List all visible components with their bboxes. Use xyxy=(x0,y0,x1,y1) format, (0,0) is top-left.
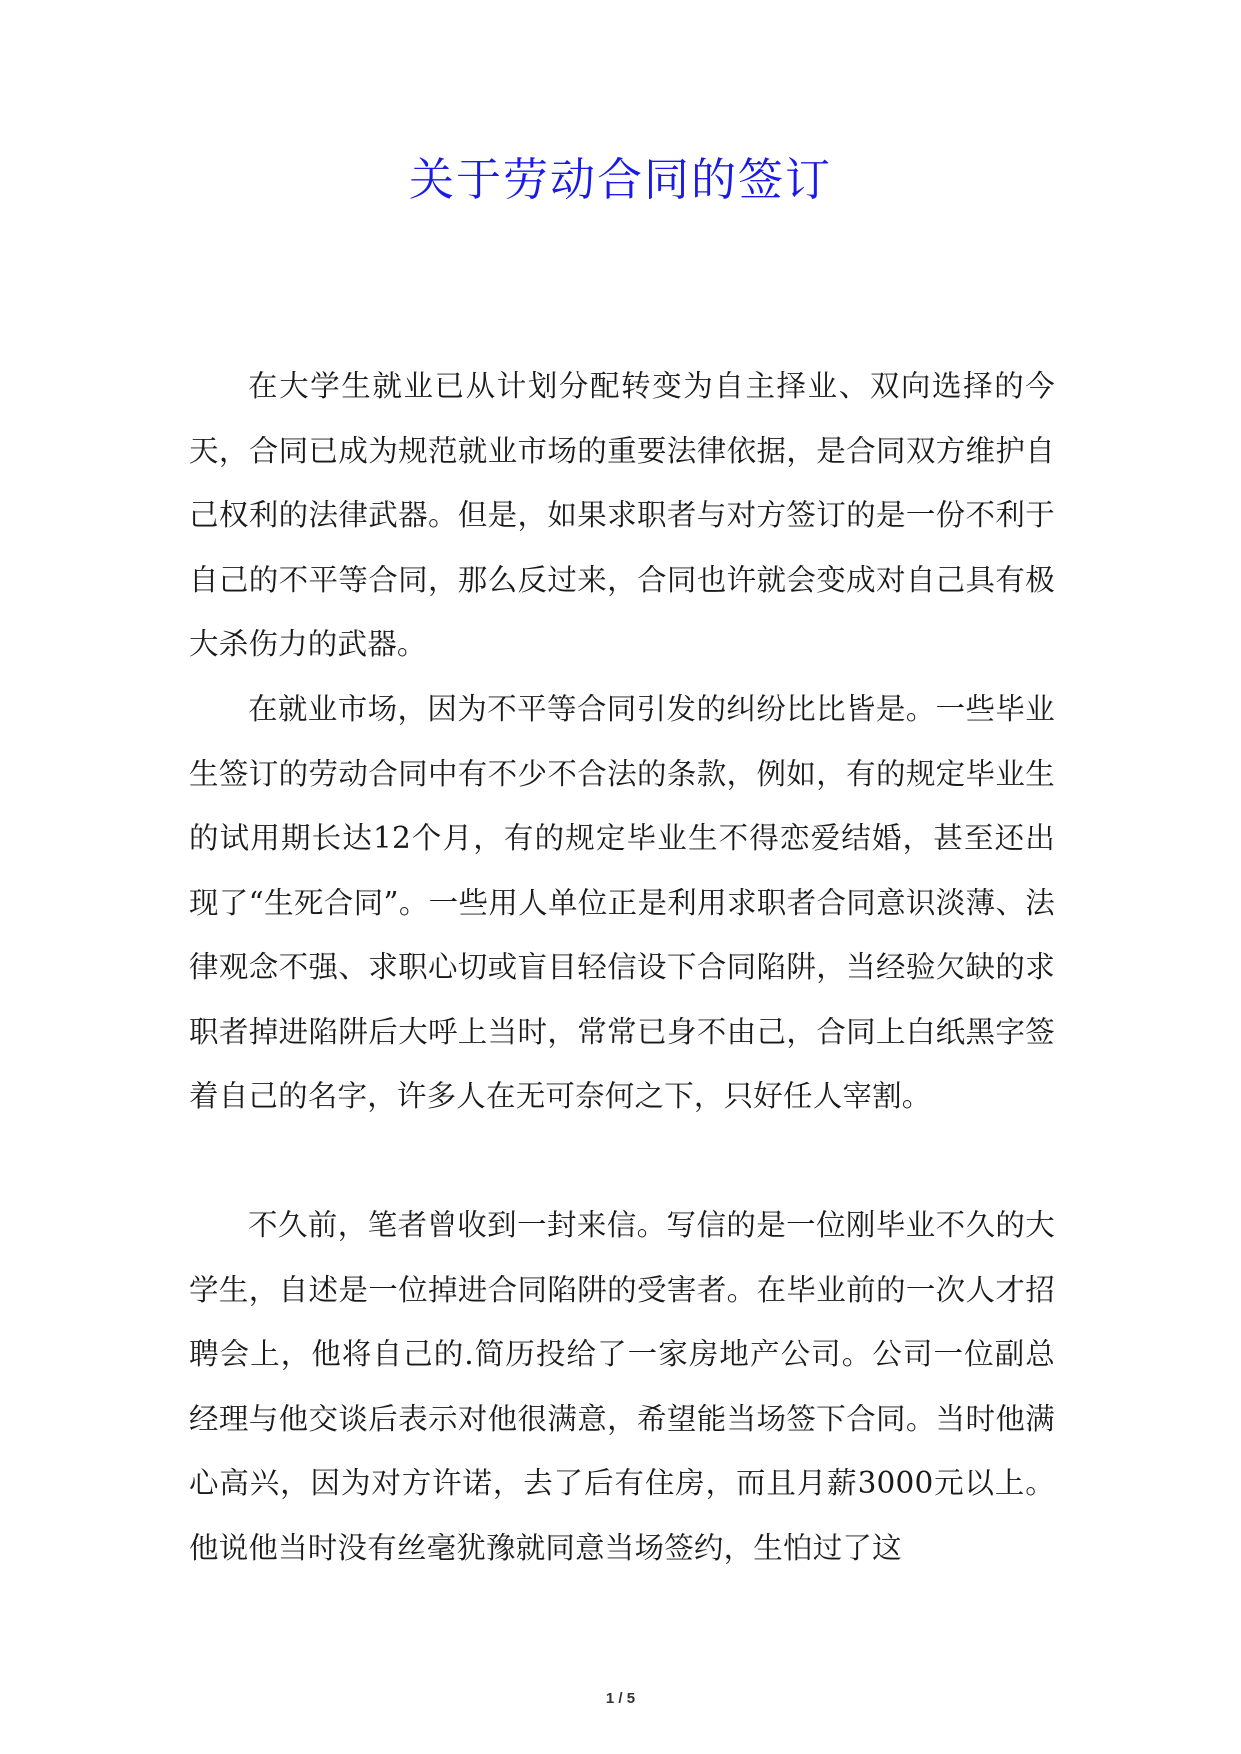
page-number: 1 / 5 xyxy=(605,1690,636,1707)
paragraph-2: 在就业市场，因为不平等合同引发的纠纷比比皆是。一些毕业生签订的劳动合同中有不少不合法的条款，例如，有的规定毕业生的试用期长达12个月，有的规定毕业生不得恋爱结婚，甚至还出现了“生死合同”。一些用人单位正是利用求职者合同意识淡薄、法律观念不强、求职心切或盲目轻信设下合同陷阱，当经验欠缺的求职者掉进陷阱后大呼上当时，常常已身不由己，合同上白纸黑字签着自己的名字，许多人在无可奈何之下，只好任人宰割。 xyxy=(189,692,1055,1113)
document-body xyxy=(189,354,1055,1580)
paragraph-3: 不久前，笔者曾收到一封来信。写信的是一位刚毕业不久的大学生，自述是一位掉进合同陷阱的受害者。在毕业前的一次人才招聘会上，他将自己的.简历投给了一家房地产公司。公司一位副总经理与他交谈后表示对他很满意，希望能当场签下合同。当时他满心高兴，因为对方许诺，去了后有住房，而且月薪3000元以上。他说他当时没有丝毫犹豫就同意当场签约，生怕过了这 xyxy=(189,1208,1055,1565)
paragraph-1: 在大学生就业已从计划分配转变为自主择业、双向选择的今天，合同已成为规范就业市场的重要法律依据，是合同双方维护自己权利的法律武器。但是，如果求职者与对方签订的是一份不利于自己的不平等合同，那么反过来，合同也许就会变成对自己具有极大杀伤力的武器。 xyxy=(189,369,1055,661)
document-title: 关于劳动合同的签订 xyxy=(408,153,832,206)
